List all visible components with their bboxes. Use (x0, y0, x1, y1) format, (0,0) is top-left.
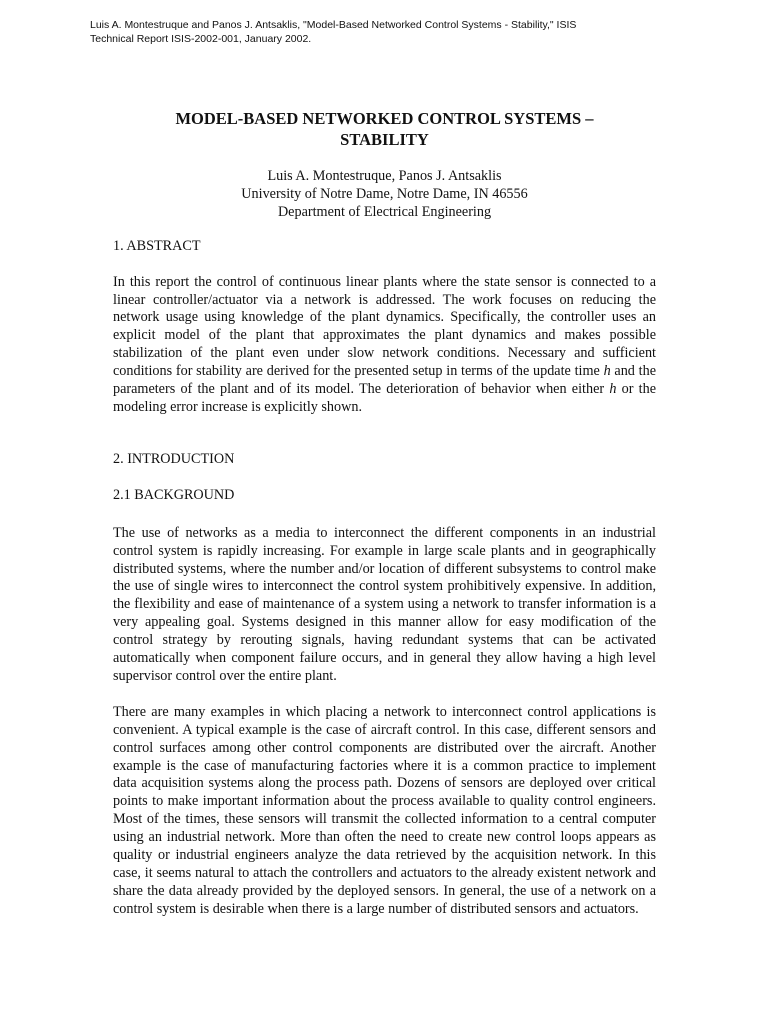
abstract-heading: 1. ABSTRACT (113, 237, 201, 254)
author-block (113, 168, 656, 222)
author-department: Department of Electrical Engineering (277, 203, 492, 220)
background-paragraph-2: There are many examples in which placing a network to interconnect control applications is convenient. A typical example is the case of aircraft control. In this case, different sensors and control surfaces among other control components are distributed over the aircraft. Another example is the case of manufacturing factories where it is a common practice to implement data acquisition systems along the process path. Dozens of sensors are deployed over critical points to make important information about the process available to quality control engineers. Most of the times, these sensors will transmit the collected information to a central computer using an industrial network. More than often the need to create new control loops appears as quality or industrial engineers analyze the data retrieved by the acquisition network. In this case, it seems natural to attach the controllers and actuators to the already existent network and share the data already provided by the deployed sensors. In general, the use of a network on a control system is desirable when there is a large number of distributed sensors and actuators. (113, 703, 656, 917)
author-affiliation: University of Notre Dame, Notre Dame, IN 46556 (241, 185, 528, 202)
abstract-text-part-2: and the parameters of the plant and of its model. The deterioration of behavior when either (113, 363, 656, 398)
citation-line-2: Technical Report ISIS-2002-001, January 2002. (90, 33, 312, 45)
title-line-2: STABILITY (340, 130, 429, 149)
author-names: Luis A. Montestruque, Panos J. Antsaklis (267, 168, 502, 184)
background-paragraph-1: The use of networks as a media to interconnect the different components in an industrial control system is rapidly increasing. For example in large scale plants and in geographically distributed systems, where the number and/or location of different subsystems to control make the use of single wires to interconnect the control system prohibitively expensive. In addition, the flexibility and ease of maintenance of a system using a network to transfer information is a very appealing goal. Systems designed in this manner allow for easy modification of the control strategy by rerouting signals, having redundant systems that can be activated automatically when component failure occurs, and in general they allow having a high level supervisor control over the entire plant. (113, 524, 656, 684)
abstract-variable-h-2: h (609, 381, 617, 398)
abstract-text-part-1: In this report the control of continuous linear plants where the state sensor is connected to a linear controller/actuator via a network is addressed. The work focuses on reducing the network usage using knowledge of the plant dynamics. Specifically, the controller uses an explicit model of the plant that approximates the plant dynamics and makes possible stabilization of the plant even under slow network conditions. Necessary and sufficient conditions for stability are derived for the presented setup in terms of the update time (113, 273, 656, 380)
abstract-variable-h: h (603, 363, 611, 380)
citation-header (90, 18, 690, 46)
introduction-heading: 2. INTRODUCTION (113, 450, 235, 467)
abstract-text-part-3: or the modeling error increase is explicitly shown. (113, 381, 656, 415)
paper-body (113, 100, 656, 919)
paper-title (113, 108, 656, 150)
abstract-paragraph (113, 274, 656, 417)
citation-line-1: Luis A. Montestruque and Panos J. Antsaklis, "Model-Based Networked Control Systems - Stability," ISIS (90, 19, 577, 31)
background-heading: 2.1 BACKGROUND (113, 486, 235, 503)
title-line-1: MODEL-BASED NETWORKED CONTROL SYSTEMS – (175, 109, 594, 128)
